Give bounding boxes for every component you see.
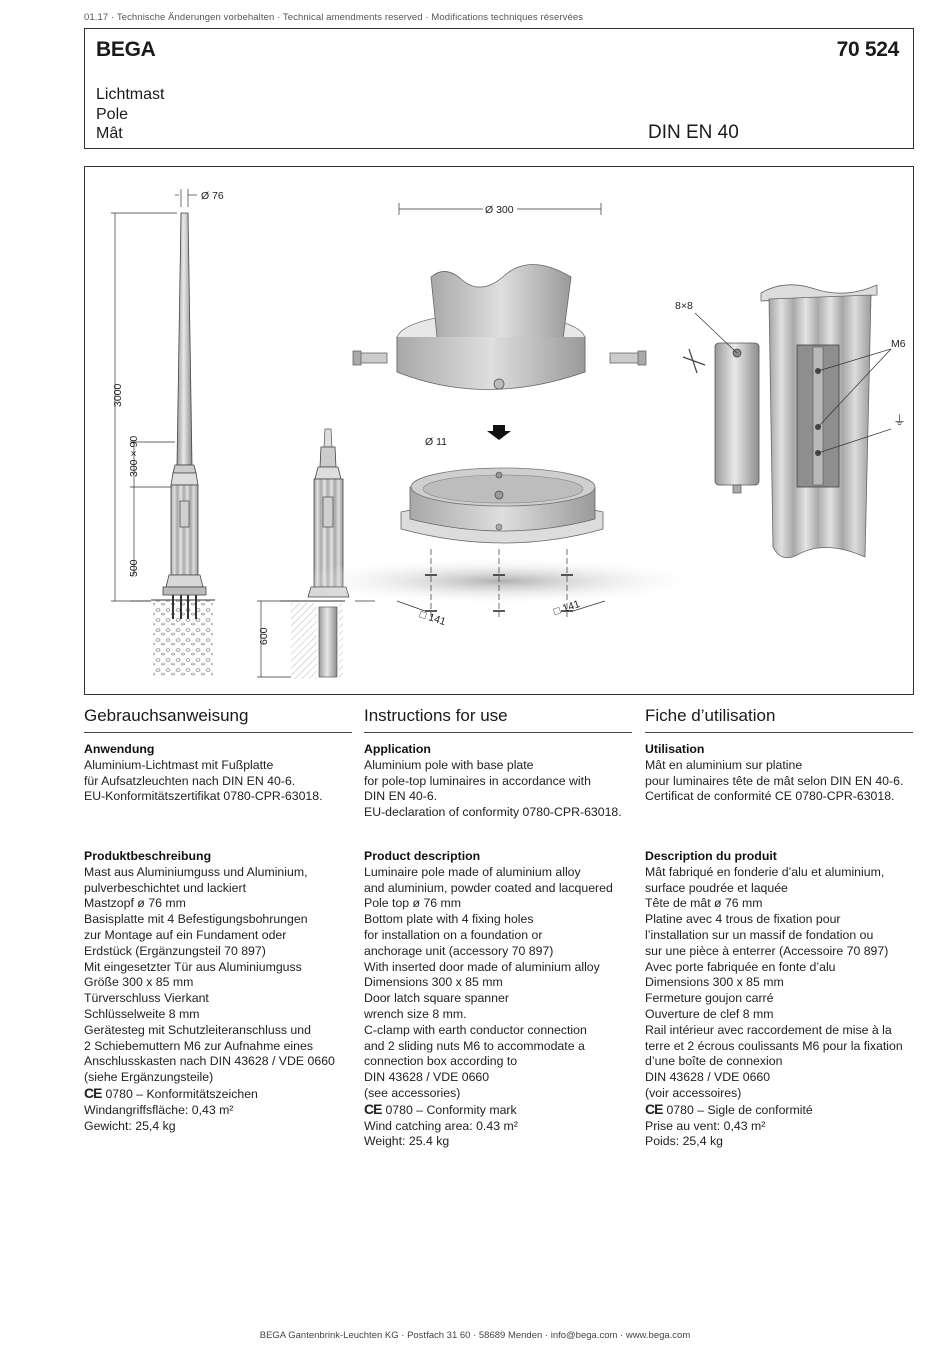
text-line: anchorage unit (accessory 70 897) — [364, 943, 554, 958]
text-line: (see accessories) — [364, 1085, 461, 1100]
text-line: Mât fabriqué en fonderie d’alu et aluminium, — [645, 864, 885, 879]
text-line: Door latch square spanner — [364, 991, 509, 1006]
text-line: Bottom plate with 4 fixing holes — [364, 912, 534, 927]
ce-mark-icon: CE — [645, 1100, 663, 1117]
text-line: Poids: 25,4 kg — [645, 1134, 723, 1149]
text-line: 2 Schiebemuttern M6 zur Aufnahme eines — [84, 1038, 313, 1053]
label-bolt-size: M6 — [891, 338, 906, 350]
section-application — [645, 742, 945, 805]
ce-mark-line — [364, 1102, 664, 1119]
text-line: DIN 43628 / VDE 0660 — [364, 1070, 490, 1085]
text-line: Anschlusskasten nach DIN 43628 / VDE 0660 — [84, 1054, 335, 1069]
base-ring-upper — [353, 264, 646, 440]
section-title: Utilisation — [645, 742, 705, 756]
text-line: Avec porte fabriquée en fonte d’alu — [645, 959, 836, 974]
technical-drawing — [84, 166, 914, 695]
section-title: Anwendung — [84, 742, 155, 756]
text-line: l’installation sur un massif de fondation ou — [645, 927, 874, 942]
text-line: pour luminaires tête de mât selon DIN EN 40-6. — [645, 773, 904, 788]
base-plate-lower — [291, 468, 711, 605]
column-heading: Gebrauchsanweisung — [84, 706, 352, 733]
text-line: zur Montage auf ein Fundament oder — [84, 927, 287, 942]
technical-drawing-svg — [85, 167, 914, 695]
pole-foundation-view — [280, 429, 375, 679]
text-line: Tête de mât ø 76 mm — [645, 896, 763, 911]
text-line: DIN EN 40-6. — [364, 789, 438, 804]
text-line: Größe 300 x 85 mm — [84, 975, 194, 990]
text-line: for pole-top luminaires in accordance with — [364, 773, 591, 788]
text-line: Aluminium-Lichtmast mit Fußplatte — [84, 757, 274, 772]
text-line: DIN 43628 / VDE 0660 — [645, 1070, 771, 1085]
text-line: and 2 sliding nuts M6 to accommodate a — [364, 1038, 585, 1053]
text-line: wrench size 8 mm. — [364, 1006, 467, 1021]
ce-mark-icon: CE — [84, 1084, 102, 1101]
section-title: Application — [364, 742, 431, 756]
column-german — [84, 706, 352, 1133]
column-french — [645, 706, 913, 1149]
product-name-de: Lichtmast — [96, 86, 165, 103]
product-names — [96, 85, 164, 144]
text-line: pulverbeschichtet und lackiert — [84, 880, 246, 895]
text-line: and aluminium, powder coated and lacquered — [364, 880, 613, 895]
article-number: 70 524 — [836, 38, 899, 61]
amendments-note: 01.17 · Technische Änderungen vorbehalten · Technical amendments reserved · Modifications techniques réservées — [84, 12, 584, 23]
ce-mark-line — [645, 1102, 945, 1119]
text-line: Wind catching area: 0.43 m² — [364, 1118, 518, 1133]
label-height: 3000 — [112, 383, 124, 407]
column-heading: Instructions for use — [364, 706, 632, 733]
text-line: Gerätesteg mit Schutzleiteranschluss und — [84, 1022, 311, 1037]
pole-elevation — [151, 213, 215, 678]
text-line: EU-declaration of conformity 0780-CPR-63018. — [364, 805, 622, 820]
text-line: Mast aus Aluminiumguss und Aluminium, — [84, 864, 308, 879]
text-line: Rail intérieur avec raccordement de mise à la — [645, 1022, 892, 1037]
section-description — [645, 849, 945, 1150]
text-line: Schlüsselweite 8 mm — [84, 1006, 200, 1021]
text-line: Fermeture goujon carré — [645, 991, 774, 1006]
section-application — [84, 742, 384, 805]
text-line: Erdstück (Ergänzungsteil 70 897) — [84, 943, 266, 958]
text-line: With inserted door made of aluminium alloy — [364, 959, 600, 974]
label-lower-height: 500 — [128, 559, 140, 577]
product-name-fr: Mât — [96, 125, 123, 142]
section-description — [364, 849, 664, 1150]
section-title: Product description — [364, 849, 481, 863]
text-line: (siehe Ergänzungsteile) — [84, 1070, 214, 1085]
text-line: connection box according to — [364, 1054, 518, 1069]
title-box — [84, 28, 914, 149]
text-line: für Aufsatzleuchten nach DIN EN 40-6. — [84, 773, 296, 788]
text-line: Mastzopf ø 76 mm — [84, 896, 186, 911]
pole-section-detail — [761, 285, 877, 558]
text-line: Luminaire pole made of aluminium alloy — [364, 864, 581, 879]
label-hole-diameter: Ø 11 — [425, 436, 447, 448]
label-square-1: □ 141 — [418, 608, 448, 629]
section-title: Description du produit — [645, 849, 777, 863]
label-square-2: □ 141 — [552, 598, 582, 618]
label-base-diameter: Ø 300 — [485, 204, 514, 216]
ce-text: 0780 – Sigle de conformité — [666, 1102, 813, 1117]
ce-text: 0780 – Conformity mark — [385, 1102, 517, 1117]
text-line: Ouverture de clef 8 mm — [645, 1006, 774, 1021]
text-line: Türverschluss Vierkant — [84, 991, 209, 1006]
text-line: sur une pièce à enterrer (Accessoire 70 897) — [645, 943, 889, 958]
label-key-size: 8×8 — [675, 300, 693, 312]
product-name-en: Pole — [96, 105, 129, 123]
earth-icon: ⏚ — [893, 414, 907, 429]
section-description — [84, 849, 384, 1134]
text-line: C-clamp with earth conductor connection — [364, 1022, 587, 1037]
text-line: Gewicht: 25,4 kg — [84, 1118, 176, 1133]
ce-mark-icon: CE — [364, 1100, 382, 1117]
text-line: Prise au vent: 0,43 m² — [645, 1118, 766, 1133]
ce-text: 0780 – Konformitätszeichen — [105, 1086, 258, 1101]
text-line: Mit eingesetzter Tür aus Aluminiumguss — [84, 959, 302, 974]
text-line: d’une boîte de connexion — [645, 1054, 783, 1069]
text-line: Dimensions 300 x 85 mm — [364, 975, 503, 990]
door-panel — [683, 343, 759, 493]
column-english — [364, 706, 632, 1149]
label-top-diameter: Ø 76 — [201, 190, 224, 202]
text-line: Windangriffsfläche: 0,43 m² — [84, 1102, 234, 1117]
text-line: (voir accessoires) — [645, 1085, 742, 1100]
label-door-size: 300 × 90 — [128, 435, 140, 477]
ce-mark-line — [84, 1086, 384, 1103]
column-heading: Fiche d’utilisation — [645, 706, 913, 733]
section-application — [364, 742, 664, 821]
text-line: for installation on a foundation or — [364, 927, 543, 942]
text-line: surface poudrée et laquée — [645, 880, 788, 895]
footer-address: BEGA Gantenbrink-Leuchten KG · Postfach 31 60 · 58689 Menden · info@bega.com · www.bega.com — [259, 1330, 691, 1341]
label-foundation-depth: 600 — [258, 627, 270, 645]
text-line: Weight: 25.4 kg — [364, 1134, 450, 1149]
text-line: Basisplatte mit 4 Befestigungsbohrungen — [84, 912, 308, 927]
text-line: Platine avec 4 trous de fixation pour — [645, 912, 841, 927]
norm-label: DIN EN 40 — [648, 122, 739, 143]
text-line: Certificat de conformité CE 0780-CPR-63018. — [645, 789, 895, 804]
text-line: Mât en aluminium sur platine — [645, 757, 803, 772]
text-line: Pole top ø 76 mm — [364, 896, 462, 911]
text-line: Dimensions 300 x 85 mm — [645, 975, 784, 990]
text-line: EU-Konformitätszertifikat 0780-CPR-63018. — [84, 789, 323, 804]
text-line: terre et 2 écrous coulissants M6 pour la fixation — [645, 1038, 903, 1053]
brand-logo: BEGA — [96, 38, 156, 61]
section-title: Produktbeschreibung — [84, 849, 212, 863]
text-line: Aluminium pole with base plate — [364, 757, 534, 772]
